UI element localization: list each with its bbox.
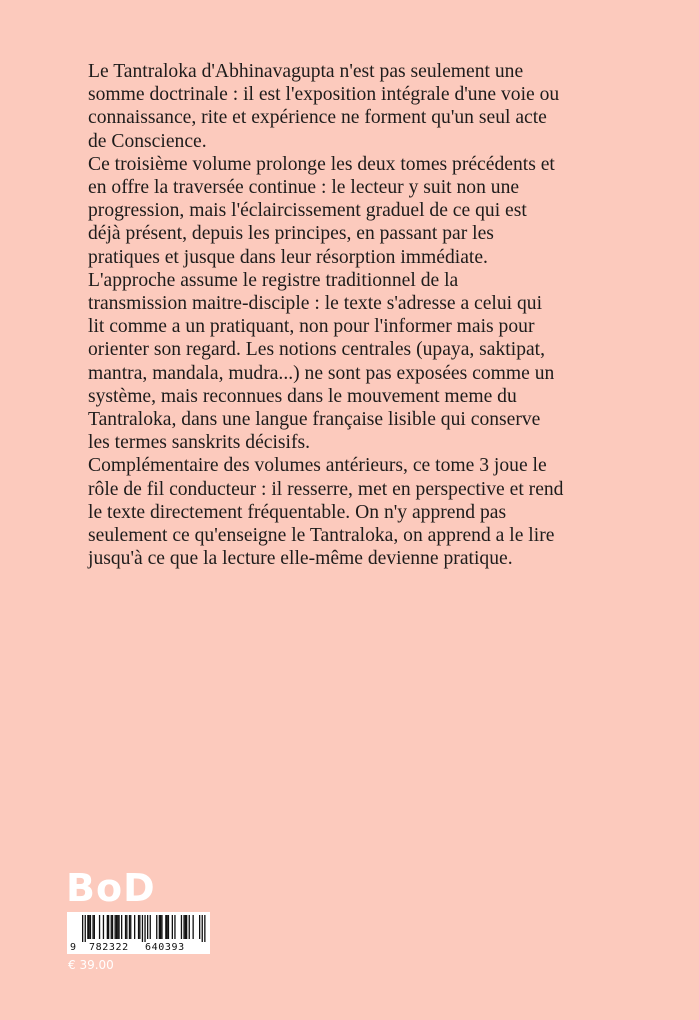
blurb-line: système, mais reconnues dans le mouvement meme du — [88, 385, 517, 407]
barcode-bar — [92, 915, 93, 939]
blurb-line: pratiques et jusque dans leur résorption immédiate. — [88, 246, 488, 268]
barcode-left-group: 782322 — [89, 942, 129, 953]
barcode-bar — [112, 915, 113, 939]
blurb-line: Tantraloka, dans une langue française lisible qui conserve — [88, 409, 541, 431]
barcode-lead-digit: 9 — [70, 942, 77, 953]
blurb-line: jusqu'à ce que la lecture elle-même devienne pratique. — [88, 548, 513, 570]
barcode-bar — [167, 915, 168, 939]
blurb-line: Le Tantraloka d'Abhinavagupta n'est pas seulement une — [88, 61, 524, 82]
barcode-bar — [186, 915, 187, 939]
blurb-line: de Conscience. — [88, 130, 207, 152]
barcode-bar — [185, 915, 186, 939]
barcode-bar — [202, 915, 203, 942]
barcode-bar — [199, 915, 200, 939]
barcode-bar — [117, 915, 118, 939]
barcode-bar — [118, 915, 119, 939]
barcode-bar — [107, 915, 108, 939]
barcode-bar — [121, 915, 122, 939]
blurb-line: L'approche assume le registre traditionnel de la — [88, 269, 459, 291]
blurb-line: mantra, mandala, mudra...) ne sont pas exposées comme un — [88, 362, 555, 384]
blurb-line: Ce troisième volume prolonge les deux tomes précédents et — [88, 153, 555, 175]
blurb-line: orienter son regard. Les notions centrales (upaya, saktipat, — [88, 339, 546, 361]
blurb-paragraph-1 — [88, 60, 648, 153]
blurb-line: rôle de fil conducteur : il resserre, met en perspective et rend — [88, 478, 564, 500]
barcode-bar — [204, 915, 205, 942]
barcode-bar — [85, 915, 86, 942]
barcode-bar — [165, 915, 166, 939]
barcode-bar — [150, 915, 151, 939]
barcode-bar — [108, 915, 109, 939]
barcode-bar — [125, 915, 126, 939]
blurb-line: déjà présent, depuis les principes, en passant par les — [88, 223, 494, 245]
barcode-digits — [67, 941, 210, 954]
blurb-line: connaissance, rite et expérience ne forment qu'un seul acte — [88, 107, 547, 129]
barcode-bar — [160, 915, 161, 939]
price-label: € 39.00 — [68, 958, 114, 972]
barcode-bar — [99, 915, 100, 939]
barcode-bar — [144, 915, 145, 942]
back-cover-blurb — [88, 60, 648, 570]
barcode-bar — [159, 915, 160, 939]
barcode-bar — [193, 915, 194, 939]
barcode-bar — [129, 915, 130, 939]
barcode-bar — [172, 915, 173, 939]
barcode-bar — [189, 915, 190, 939]
barcode-bars-icon — [67, 912, 210, 942]
blurb-line: seulement ce qu'enseigne le Tantraloka, on apprend a le lire — [88, 525, 555, 547]
barcode-bar — [168, 915, 169, 939]
blurb-paragraph-2 — [88, 153, 648, 269]
blurb-paragraph-4 — [88, 454, 648, 570]
barcode-bar — [130, 915, 131, 939]
blurb-line: Complémentaire des volumes antérieurs, ce tome 3 joue le — [88, 455, 547, 477]
barcode-bar — [87, 915, 88, 939]
barcode-bar — [103, 915, 104, 939]
barcode-bar — [156, 915, 157, 939]
blurb-paragraph-3 — [88, 269, 648, 455]
blurb-line: les termes sanskrits décisifs. — [88, 432, 311, 454]
blurb-line: somme doctrinale : il est l'exposition intégrale d'une voie ou — [88, 84, 560, 106]
barcode-bar — [111, 915, 112, 939]
barcode-bar — [183, 915, 184, 939]
barcode-bar — [142, 915, 143, 942]
barcode-bar — [116, 915, 117, 939]
blurb-line: lit comme a un pratiquant, non pour l'informer mais pour — [88, 316, 535, 338]
blurb-line: progression, mais l'éclaircissement graduel de ce qui est — [88, 200, 527, 222]
barcode-bar — [126, 915, 127, 939]
barcode-bar — [89, 915, 90, 939]
blurb-line: en offre la traversée continue : le lecteur y suit non une — [88, 177, 520, 199]
barcode-bar — [90, 915, 91, 939]
barcode-bar — [174, 915, 175, 939]
barcode-bar — [82, 915, 83, 942]
blurb-line: le texte directement fréquentable. On n'y apprend pas — [88, 501, 507, 523]
barcode-bar — [139, 915, 140, 939]
barcode-bar — [134, 915, 135, 939]
barcode-bar — [138, 915, 139, 939]
isbn-barcode — [67, 912, 210, 954]
publisher-logo: BoD — [66, 866, 156, 910]
barcode-bar — [147, 915, 148, 939]
barcode-bar — [161, 915, 162, 939]
barcode-bar — [115, 915, 116, 939]
barcode-bar — [94, 915, 95, 939]
barcode-bar — [181, 915, 182, 939]
barcode-right-group: 640393 — [145, 942, 185, 953]
blurb-line: transmission maitre-disciple : le texte s'adresse a celui qui — [88, 293, 543, 315]
